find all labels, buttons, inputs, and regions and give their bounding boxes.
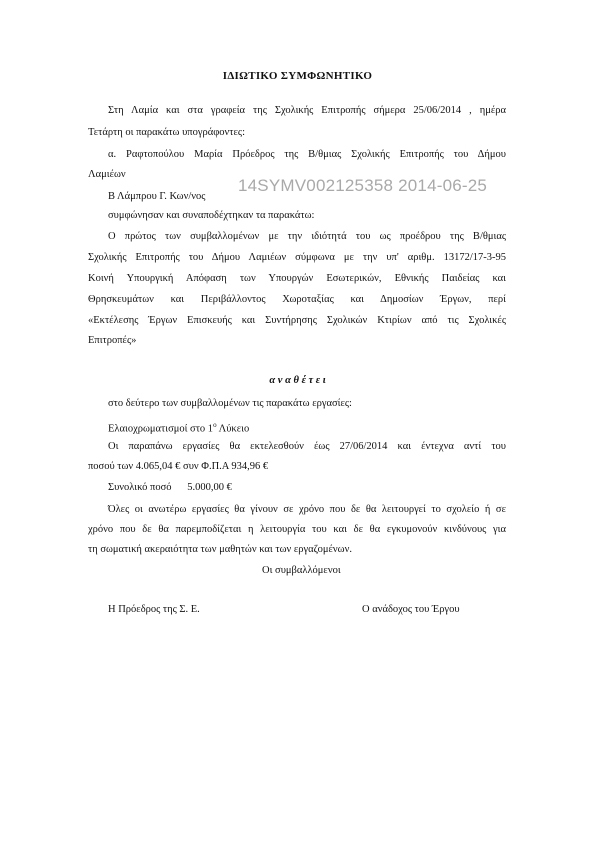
assigns-heading: α ν α θ έ τ ε ι — [269, 375, 326, 386]
parties-caption: Οι συμβαλλόμενοι — [262, 565, 341, 576]
to-second-party: στο δεύτερο των συμβαλλομένων τις παρακάτω εργασίες: — [108, 398, 352, 409]
intro-line-1: Στη Λαμία και στα γραφεία της Σχολικής Επιτροπής σήμερα 25/06/2014 , ημέρα — [108, 105, 506, 116]
conditions-line-3: τη σωματική ακεραιότητα των μαθητών και των εργαζομένων. — [88, 544, 352, 555]
conditions-line-1: Όλες οι ανωτέρω εργασίες θα γίνουν σε χρόνο που δε θα λειτουργεί το σχολείο ή σε — [108, 504, 506, 515]
para1-line-3: Κοινή Υπουργική Απόφαση των Υπουργών Εσωτερικών, Εθνικής Παιδείας και — [88, 273, 506, 284]
intro-line-2: Τετάρτη οι παρακάτω υπογράφοντες: — [88, 127, 245, 138]
party-a-line-1: α. Ραφτοπούλου Μαρία Πρόεδρος της Β/θμιας Σχολικής Επιτροπής του Δήμου — [108, 149, 506, 160]
works-description — [108, 418, 249, 437]
signature-right: Ο ανάδοχος του Έργου — [362, 604, 460, 615]
works-main: Ελαιοχρωματισμοί στο 1 — [108, 423, 214, 435]
exec-line-1: Οι παραπάνω εργασίες θα εκτελεσθούν έως 27/06/2014 και έντεχνα αντί του — [108, 441, 506, 452]
signature-left: Η Πρόεδρος της Σ. Ε. — [108, 604, 200, 615]
para1-line-1: Ο πρώτος των συμβαλλομένων με την ιδιότητά του ως προέδρου της Β/θμιας — [108, 231, 506, 242]
para1-line-4: Θρησκευμάτων και Περιβάλλοντος Χωροταξίας και Δημοσίων Έργων, περί — [88, 294, 506, 305]
para1-line-6: Επιτροπές» — [88, 335, 137, 346]
conditions-line-2: χρόνο που δε θα παρεμποδίζεται η λειτουργία του και δε θα εγκυμονούν κινδύνους για — [88, 524, 506, 535]
para1-line-2: Σχολικής Επιτροπής του Δήμου Λαμιέων σύμφωνα με την υπ' αριθμ. 13172/17-3-95 — [88, 252, 506, 263]
exec-line-2: ποσού των 4.065,04 € συν Φ.Π.Α 934,96 € — [88, 461, 269, 472]
party-a-line-2: Λαμιέων — [88, 169, 126, 180]
party-b: Β Λάμπρου Γ. Κων/νος — [108, 191, 206, 202]
works-superscript: ο — [213, 421, 217, 429]
document-title: ΙΔΙΩΤΙΚΟ ΣΥΜΦΩΝΗΤΙΚΟ — [222, 70, 373, 82]
total-amount: Συνολικό ποσό 5.000,00 € — [108, 482, 232, 493]
para1-line-5: «Εκτέλεσης Έργων Επισκευής και Συντήρησης Σχολικών Κτιρίων από τις Σχολικές — [88, 315, 506, 326]
document-watermark: 14SYMV002125358 2014-06-25 — [238, 176, 488, 195]
agreed-line: συμφώνησαν και συναποδέχτηκαν τα παρακάτω: — [108, 210, 315, 221]
works-end: Λύκειο — [216, 423, 250, 435]
